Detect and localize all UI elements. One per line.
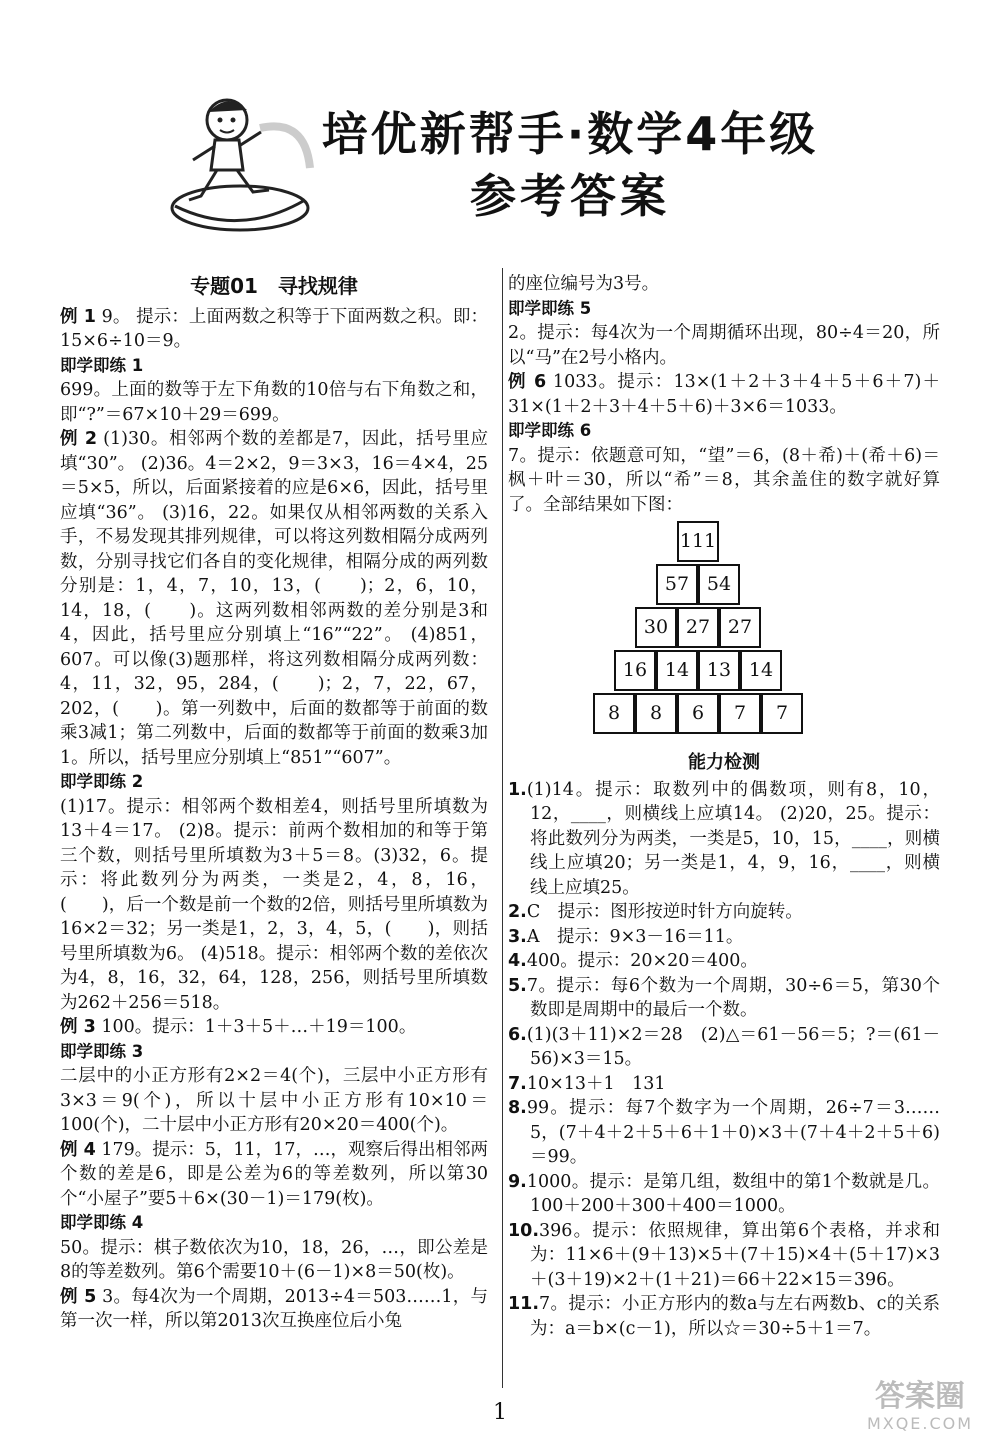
ability-item [508, 1072, 940, 1097]
ability-item-number: 11. [508, 1294, 540, 1314]
practice-5-label: 即学即练 5 [508, 298, 592, 318]
practice-4-label: 即学即练 4 [60, 1213, 144, 1232]
practice-6: 7。提示：依题意可知，“望”＝6，(8＋希)＋(希＋6)＝枫＋叶＝30，所以“希”＝8，其余盖住的数字就好算了。全部结果如下图： [508, 445, 940, 515]
ability-item [508, 1023, 940, 1072]
pyramid-cell: 57 [656, 564, 698, 605]
ability-item-text: C 提示：图形按逆时针方向旋转。 [526, 902, 803, 922]
ability-test-title: 能力检测 [688, 752, 760, 773]
ability-item [508, 949, 940, 974]
example-6: 例 6 1033。提示：13×(1＋2＋3＋4＋5＋6＋7)＋31×(1＋2＋3＋4＋5＋6)＋3×6＝1033。 [508, 372, 940, 417]
page-header [0, 0, 1000, 250]
ability-item-number: 8. [508, 1098, 527, 1118]
ability-item [508, 1292, 940, 1341]
pyramid-cell: 111 [677, 521, 719, 562]
left-column [60, 272, 488, 1334]
pyramid-cell: 27 [719, 607, 761, 648]
practice-1: 699。上面的数等于左下角数的10倍与右下角数之和，即“?”＝67×10＋29＝699。 [60, 380, 488, 425]
ability-item [508, 925, 940, 950]
ability-item-text: 7。提示：小正方形内的数a与左右两数b、c的关系为：a＝b×(c－1)，所以☆＝30÷5＋1＝7。 [530, 1294, 940, 1339]
site-watermark: 答案圈 MXQE.COM [866, 1379, 974, 1433]
practice-6-label: 即学即练 6 [508, 421, 592, 440]
ability-item-text: 396。提示：依照规律，算出第6个表格，并求和为：11×6＋(9＋13)×5＋(7＋15)×4＋(5＋17)×3＋(3＋19)×2＋(1＋21)＝66＋22×15＝396。 [530, 1220, 940, 1290]
ability-item-number: 7. [508, 1073, 527, 1094]
pyramid-cell: 54 [698, 564, 740, 605]
ability-item-text: (1)(3＋11)×2＝28 (2)△＝61－56＝5；?＝(61－56)×3＝15。 [526, 1024, 940, 1069]
example-2: 例 2 (1)30。相邻两个数的差都是7，因此，括号里应填“30”。 (2)36。4＝2×2，9＝3×3，16＝4×4，25＝5×5，所以，后面紧接着的应是6×6，因此，括号里应填“36”。 (3)16，22。如果仅从相邻两数的关系入手，不易发现其排列规律，可以将这列数相隔分成两列数，分别寻找它们各自的变化规律，相隔分成的两列数分别是：1，4，7，10，13，( )；2，6，10，14，18，( )。这两列数相邻两数的差分别是3和4，因此，括号里应分别填上“16”“22”。 (4)851，607。可以像(3)题那样，将这列数相隔分成两列数：4，11，32，95，284，( )；2，7，22，67，202，( )。第一列数中，后面的数都等于前面的数乘3减1；第二列数中，后面的数都等于前面的数乘3加1。所以，括号里应分别填上“851”“607”。 [60, 429, 488, 768]
pyramid-cell: 14 [740, 650, 782, 691]
example-3: 例 3 100。提示：1＋3＋5＋…＋19＝100。 [60, 1017, 417, 1037]
practice-2: (1)17。提示：相邻两个数相差4，则括号里所填数为13＋4＝17。 (2)8。提示：前两个数相加的和等于第三个数，则括号里所填数为3＋5＝8。(3)32，6。提示：将此数列分为两类，一类是2，4，8，16，( )，后一个数是前一个数的2倍，则括号里所填数为16×2＝32；另一类是1，2，3，4，5，( )，则括号里所填数为6。 (4)518。提示：相邻两个数的差依次为4，8，16，32，64，128，256，则括号里所填数为262＋256＝518。 [60, 796, 488, 1013]
pyramid-cell: 8 [635, 693, 677, 734]
example-1: 例 1 9。 提示：上面两数之积等于下面两数之积。即：15×6÷10＝9。 [60, 306, 488, 351]
ability-item-number: 4. [508, 951, 527, 971]
number-pyramid [593, 521, 873, 747]
pyramid-cell: 8 [593, 693, 635, 734]
ability-item-number: 3. [508, 926, 527, 947]
ability-item-text: 99。提示：每7个数字为一个周期，26÷7＝3……5，(7＋4＋2＋5＋6＋1＋0)×3＋(7＋4＋2＋5＋6)＝99。 [526, 1098, 940, 1167]
pyramid-cell: 14 [656, 650, 698, 691]
pyramid-cell: 27 [677, 607, 719, 648]
ability-item-number: 1. [508, 779, 527, 800]
ability-item [508, 1096, 940, 1170]
practice-1-label: 即学即练 1 [60, 355, 144, 375]
ability-item [508, 974, 940, 1023]
ability-item-text: 10×13＋1 131 [526, 1073, 666, 1094]
ability-item-text: (1)14。提示：取数列中的偶数项，则有8，10，12，____，则横线上应填14。 (2)20，25。提示：将此数列分为两类，一类是5，10，15，____，则横线上应填20；另一类是1，4，9，16，____，则横线上应填25。 [526, 779, 940, 898]
practice-4: 50。提示：棋子数依次为10，18，26，…，即公差是8的等差数列。第6个需要10＋(6－1)×8＝50(枚)。 [60, 1237, 488, 1282]
ability-item-text: 1000。提示：是第几组，数组中的第1个数就是几。100＋200＋300＋400＝1000。 [526, 1171, 940, 1216]
right-column [508, 272, 940, 1341]
column-divider [502, 268, 503, 1388]
example-4: 例 4 179。提示：5，11，17，…，观察后得出相邻两个数的差是6，即是公差为6的等差数列，所以第30个“小屋子”要5＋6×(30－1)＝179(枚)。 [60, 1139, 488, 1209]
ability-item [508, 1170, 940, 1219]
book-title: 培优新帮手·数学4年级 [321, 107, 819, 161]
ability-item-number: 9. [508, 1171, 527, 1192]
ability-item-number: 5. [508, 975, 527, 996]
answer-title: 参考答案 [470, 169, 670, 223]
pyramid-cell: 13 [698, 650, 740, 691]
pyramid-cell: 6 [677, 693, 719, 734]
ability-item [508, 778, 940, 901]
pyramid-cell: 16 [614, 650, 656, 691]
ability-test-list [508, 778, 940, 1342]
ability-item-number: 2. [508, 902, 527, 922]
page-number: 1 [493, 1400, 507, 1425]
example-5-continued: 的座位编号为3号。 [508, 274, 660, 294]
pyramid-cell: 7 [719, 693, 761, 734]
practice-5: 2。提示：每4次为一个周期循环出现，80÷4＝20，所以“马”在2号小格内。 [508, 323, 940, 368]
example-5: 例 5 3。每4次为一个周期，2013÷4＝503……1，与第一次一样，所以第2013次互换座位后小兔 [60, 1286, 488, 1331]
practice-2-label: 即学即练 2 [60, 772, 144, 791]
pyramid-cell: 7 [761, 693, 803, 734]
pyramid-cell: 30 [635, 607, 677, 648]
ability-item [508, 1219, 940, 1293]
ability-item-number: 6. [508, 1024, 527, 1045]
ability-item-number: 10. [508, 1220, 540, 1241]
practice-3-label: 即学即练 3 [60, 1041, 144, 1061]
ability-item-text: A 提示：9×3－16＝11。 [526, 926, 744, 947]
ability-item-text: 7。提示：每6个数为一个周期，30÷6＝5，第30个数即是周期中的最后一个数。 [526, 975, 940, 1020]
ability-item-text: 400。提示：20×20＝400。 [526, 951, 758, 971]
ability-item [508, 900, 940, 925]
section-title: 专题01 寻找规律 [190, 274, 358, 298]
practice-3: 二层中的小正方形有2×2＝4(个)，三层中小正方形有3×3＝9(个)，所以十层中小正方形有10×10＝100(个)，二十层中小正方形有20×20＝400(个)。 [60, 1066, 488, 1135]
